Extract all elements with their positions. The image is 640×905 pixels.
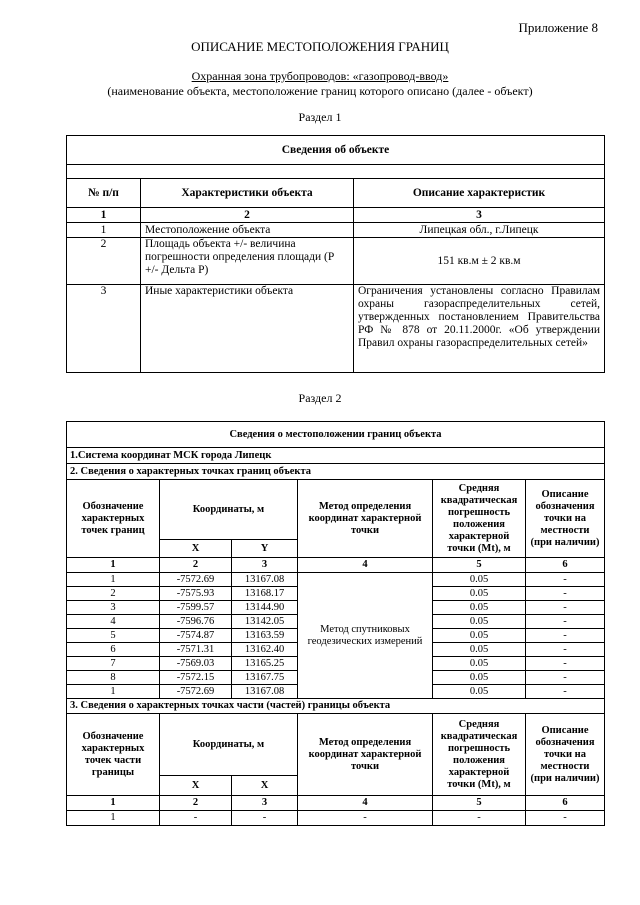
appendix-label: Приложение 8: [518, 20, 598, 35]
row-description: Липецкая обл., г.Липецк: [354, 223, 605, 238]
point-error: 0.05: [433, 573, 526, 587]
section2-title: Сведения о местоположении границ объекта: [67, 422, 605, 448]
boundary-points-table: [66, 421, 605, 826]
point-y: 13163.59: [232, 629, 298, 643]
col-number: 2: [160, 796, 232, 811]
point-x: -7599.57: [160, 601, 232, 615]
point-method: Метод спутниковых геодезических измерений: [298, 573, 433, 699]
point-x: -7569.03: [160, 657, 232, 671]
section1-label: Раздел 1: [298, 110, 342, 124]
row-description: 151 кв.м ± 2 кв.м: [354, 238, 605, 285]
col-header-method: Метод определения координат характерной точки: [298, 480, 433, 558]
point-number: 5: [67, 629, 160, 643]
part-point-y: -: [232, 811, 298, 826]
point-y: 13142.05: [232, 615, 298, 629]
point-x: -7574.87: [160, 629, 232, 643]
col-header-coords: Координаты, м: [160, 714, 298, 776]
row-characteristic: Местоположение объекта: [141, 223, 354, 238]
row-description: Ограничения установлены согласно Правилам охраны газораспределительных сетей, утвержденных постановлением Правительства РФ № 878 от 20.11.2000г. «Об утверждении Правил охраны газораспределительных сетей»: [354, 285, 605, 373]
row-characteristic: Иные характеристики объекта: [141, 285, 354, 373]
col-header-number: № п/п: [67, 179, 141, 208]
col-number: 4: [298, 796, 433, 811]
coordinate-system: 1.Система координат МСК города Липецк: [67, 448, 605, 464]
point-x: -7575.93: [160, 587, 232, 601]
col-number: 6: [526, 796, 605, 811]
part-point-desc: -: [526, 811, 605, 826]
point-x: -7572.69: [160, 685, 232, 699]
point-y: 13167.08: [232, 573, 298, 587]
col-header-x2: X: [232, 776, 298, 796]
point-number: 4: [67, 615, 160, 629]
row-number: 2: [67, 238, 141, 285]
point-desc: -: [526, 573, 605, 587]
point-error: 0.05: [433, 587, 526, 601]
point-number: 6: [67, 643, 160, 657]
col-header-point-part: Обозначение характерных точек части границы: [67, 714, 160, 796]
object-name: Охранная зона трубопроводов: «газопровод-ввод»: [191, 69, 449, 83]
point-desc: -: [526, 657, 605, 671]
point-x: -7571.31: [160, 643, 232, 657]
point-number: 2: [67, 587, 160, 601]
point-y: 13167.75: [232, 671, 298, 685]
point-number: 1: [67, 685, 160, 699]
table-row: [67, 573, 605, 587]
table-row: [67, 238, 605, 285]
point-x: -7572.15: [160, 671, 232, 685]
col-number: 1: [67, 796, 160, 811]
document-title: ОПИСАНИЕ МЕСТОПОЛОЖЕНИЯ ГРАНИЦ: [191, 39, 449, 54]
table-row: [67, 223, 605, 238]
col-number: 2: [160, 558, 232, 573]
point-error: 0.05: [433, 643, 526, 657]
table-row: [67, 285, 605, 373]
point-y: 13144.90: [232, 601, 298, 615]
col-header-error: Средняя квадратическая погрешность положения характерной точки (Mt), м: [433, 714, 526, 796]
col-header-desc: Описание обозначения точки на местности (при наличии): [526, 480, 605, 558]
col-header-description: Описание характеристик: [354, 179, 605, 208]
point-desc: -: [526, 615, 605, 629]
point-y: 13162.40: [232, 643, 298, 657]
object-info-table: [66, 135, 605, 373]
point-x: -7596.76: [160, 615, 232, 629]
point-number: 3: [67, 601, 160, 615]
point-desc: -: [526, 587, 605, 601]
point-y: 13167.08: [232, 685, 298, 699]
point-error: 0.05: [433, 657, 526, 671]
point-error: 0.05: [433, 601, 526, 615]
col-number: 2: [141, 208, 354, 223]
point-error: 0.05: [433, 629, 526, 643]
col-header-x: X: [160, 776, 232, 796]
object-name-caption: (наименование объекта, местоположение границ которого описано (далее - объект): [107, 84, 533, 98]
point-number: 8: [67, 671, 160, 685]
col-header-method: Метод определения координат характерной точки: [298, 714, 433, 796]
col-number: 3: [232, 558, 298, 573]
table-row: [67, 811, 605, 826]
point-desc: -: [526, 643, 605, 657]
section1-title: Сведения об объекте: [67, 136, 605, 165]
col-number: 1: [67, 558, 160, 573]
col-header-desc: Описание обозначения точки на местности (при наличии): [526, 714, 605, 796]
point-error: 0.05: [433, 671, 526, 685]
part-point-x: -: [160, 811, 232, 826]
point-x: -7572.69: [160, 573, 232, 587]
point-desc: -: [526, 671, 605, 685]
boundary-points-subtitle: 2. Сведения о характерных точках границ объекта: [67, 464, 605, 480]
point-desc: -: [526, 629, 605, 643]
part-points-subtitle: 3. Сведения о характерных точках части (частей) границы объекта: [67, 699, 605, 714]
col-header-coords: Координаты, м: [160, 480, 298, 540]
point-y: 13168.17: [232, 587, 298, 601]
point-error: 0.05: [433, 685, 526, 699]
col-number: 6: [526, 558, 605, 573]
row-number: 1: [67, 223, 141, 238]
point-number: 7: [67, 657, 160, 671]
col-number: 4: [298, 558, 433, 573]
col-number: 5: [433, 796, 526, 811]
part-point-method: -: [298, 811, 433, 826]
col-number: 5: [433, 558, 526, 573]
col-header-y: Y: [232, 540, 298, 558]
col-number: 3: [354, 208, 605, 223]
col-header-x: X: [160, 540, 232, 558]
col-number: 1: [67, 208, 141, 223]
row-characteristic: Площадь объекта +/- величина погрешности определения площади (Р +/- Дельта Р): [141, 238, 354, 285]
part-point-error: -: [433, 811, 526, 826]
section2-label: Раздел 2: [298, 391, 342, 405]
point-y: 13165.25: [232, 657, 298, 671]
row-number: 3: [67, 285, 141, 373]
col-header-characteristic: Характеристики объекта: [141, 179, 354, 208]
point-desc: -: [526, 601, 605, 615]
point-desc: -: [526, 685, 605, 699]
col-number: 3: [232, 796, 298, 811]
part-point-number: 1: [67, 811, 160, 826]
point-number: 1: [67, 573, 160, 587]
col-header-error: Средняя квадратическая погрешность положения характерной точки (Mt), м: [433, 480, 526, 558]
spacer-row: [67, 165, 605, 179]
col-header-point: Обозначение характерных точек границ: [67, 480, 160, 558]
point-error: 0.05: [433, 615, 526, 629]
